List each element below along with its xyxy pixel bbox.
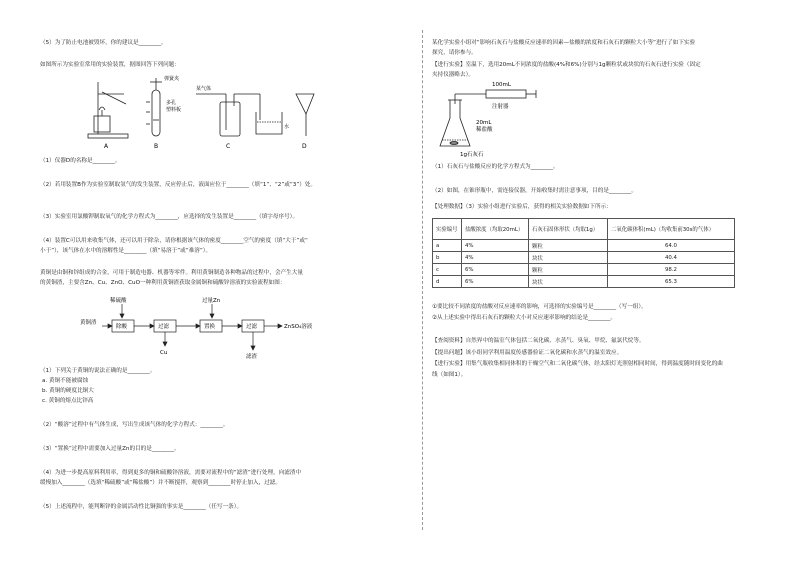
column-divider [422, 30, 423, 530]
syringe-volume: 100mL [492, 82, 511, 88]
sub-question-3: （3）“置换”过程中需要加入过量Zn的目的是________。 [40, 446, 180, 452]
flow-zn-label: 过量Zn [202, 298, 221, 304]
table-cell: c [433, 264, 462, 276]
table-row [433, 264, 735, 276]
flow-input-label: 黄铜渣 [80, 320, 97, 326]
data-table [432, 218, 735, 288]
table-header-cell: 盐酸浓度（均取20mL） [462, 219, 529, 240]
flow-box-3-label: 置换 [204, 324, 216, 330]
flask-syringe-figure [436, 80, 556, 160]
table-cell: 4% [462, 252, 529, 264]
brass-intro-b: 的黄铜渣，主要含Zn、Cu、ZnO、CuO一种利用黄铜渣获取金属铜和硫酸锌溶液的实验流程如图： [40, 280, 286, 286]
figure-intro: 如图所示为实验室常用的实验装置，据图回答下列问题： [40, 62, 180, 68]
experiment-description-b: 线（如图1）。 [432, 372, 467, 378]
label-a: A [104, 143, 109, 150]
problem-statement: 【提出问题】该小组同学利用温度传感器验证二氧化碳和水蒸气的温室效应。 [432, 350, 623, 356]
label-porous: 多孔 [166, 100, 177, 106]
table-cell: 6% [462, 264, 529, 276]
reference-info: 【查阅资料】自然界中的温室气体包括二氧化碳、水蒸气、臭氧、甲烷、氟氯代烷等。 [432, 338, 645, 344]
table-question-1: ①要比较不同浓度的盐酸对反应速率的影响，可选择的实验编号是________（写一组）。 [432, 304, 647, 310]
flow-box-1-label: 除酸 [116, 324, 128, 330]
sub-question-4-a: （4）为进一步提高原料利用率，得到更多的铜和硫酸锌溶液，需要对流程中的“滤渣”进行处理，向滤渣中 [40, 470, 302, 476]
table-header-cell: 二氧化碳体积(mL)（均收集前30s的气体） [608, 219, 735, 240]
table-cell: 块状 [529, 252, 608, 264]
table-header-row [433, 219, 735, 240]
apparatus-b [146, 78, 162, 136]
option-b: b. 黄铜的硬度比铜大 [42, 388, 94, 394]
table-row [433, 240, 735, 252]
experiment-description-a: 【进行实验】用集气瓶收集相同体积的干燥空气和二氧化碳气体，经太阳灯光照射相同时间，得到温度随时间变化的曲 [432, 361, 723, 367]
table-cell: 65.3 [608, 276, 735, 288]
table-question-2: ②从上述实验中得出石灰石的颗粒大小对反应速率影响的结论是________。 [432, 315, 617, 321]
acid-label: 稀盐酸 [476, 127, 493, 133]
right-question-2: （2）如图，在锥形瓶中，需连接仪器，开始收集时需注意事项，目的是________。 [432, 188, 637, 194]
table-header-cell: 实验编号 [433, 219, 462, 240]
table-cell: a [433, 240, 462, 252]
option-c: c. 黄铜的熔点比锌高 [42, 398, 94, 404]
brass-intro-a: 黄铜是由铜和锌组成的合金，可用于制造电器、机器等零件。利用黄铜制造各种物品的过程中，会产生大量 [40, 270, 303, 276]
flow-residue-label: 滤渣 [246, 354, 258, 360]
stone-label: 1g石灰石 [460, 152, 484, 158]
flow-cu-label: Cu [160, 350, 168, 356]
flow-box-2-label: 过滤 [158, 324, 170, 330]
right-intro-a: 某化学实验小组对“影响石灰石与盐酸反应速率的因素—盐酸的浓度和石灰石的颗粒大小等”进行了如下实验 [432, 40, 696, 46]
label-plastic-plate: 塑料板 [166, 107, 182, 113]
apparatus-figure [80, 72, 320, 152]
apparatus-a [88, 82, 128, 138]
sub-question-4-b: 缓慢加入________（选填“稀硫酸”或“稀盐酸”）并不断搅拌，观察到________时停止加入，过滤。 [40, 480, 281, 486]
option-a: a. 黄铜不能被腐蚀 [42, 378, 89, 384]
table-row [433, 252, 735, 264]
question-3-text: （3）实验室用氯酸钾制取氧气的化学方程式为________，应选择的发生装置是________（填字母序号）。 [40, 214, 299, 220]
table-cell: d [433, 276, 462, 288]
right-question-1: （1）石灰石与盐酸反应的化学方程式为________。 [432, 164, 559, 170]
question-5-text: （5）为了防止电池被毁坏，你的建议是________。 [40, 40, 167, 46]
apparatus-d [296, 94, 314, 136]
label-gas: 某气体 [196, 86, 212, 92]
label-c: C [226, 143, 231, 150]
sub-question-2: （2）“酸溶”过程中有气体生成，写出生成该气体的化学方程式：________。 [40, 422, 229, 428]
label-d: D [302, 143, 307, 150]
table-cell: 颗粒 [529, 240, 608, 252]
question-4-text-b: 小于”），该气体在水中的溶解性是________（填“易溶于”或“难溶”）。 [40, 248, 212, 254]
label-water: 水 [284, 124, 290, 130]
question-2-text: （2）若用装置B作为实验室制取氢气的发生装置，反应停止后，液面应位于________（填“1”、“2”或“3”）处。 [40, 182, 316, 188]
table-cell: 98.2 [608, 264, 735, 276]
apparatus-beaker [256, 94, 282, 134]
table-cell: 40.4 [608, 252, 735, 264]
syringe-label: 注射器 [492, 104, 509, 110]
process-flow [80, 292, 340, 362]
question-1-text: （1）仪器D的名称是________。 [40, 158, 121, 164]
table-cell: 4% [462, 240, 529, 252]
table-cell: b [433, 252, 462, 264]
table-cell: 颗粒 [529, 264, 608, 276]
sub-question-1: （1）下列关于黄铜的说法正确的是________。 [40, 368, 156, 374]
sub-question-5: （5）上述流程中，能判断锌的金属活动性比铜强的事实是________（任写一条）。 [40, 504, 243, 510]
table-cell: 64.0 [608, 240, 735, 252]
experiment-text-b: 夹持仪器略去）。 [432, 72, 474, 78]
table-row [433, 276, 735, 288]
flow-acid-label: 稀硫酸 [110, 298, 127, 304]
question-4-text-a: （4）装置C可以用来收集气体，还可以用于除杂，请你根据该气体的密度________空气的密度（填“大于”或“ [40, 238, 308, 244]
label-b: B [154, 143, 159, 150]
data-heading: 【处理数据】（3）实验小组进行实验后，获得的相关实验数据如下所示： [432, 204, 612, 210]
flow-box-4-label: 过滤 [246, 324, 258, 330]
flow-product-label: ZnSO₄溶液 [284, 324, 313, 330]
table-header-cell: 石灰石固体形状（均取1g） [529, 219, 608, 240]
acid-volume: 20mL [476, 120, 492, 126]
apparatus-c [196, 94, 260, 136]
experiment-text-a: 【进行实验】室温下，选用20mL不同浓度的盐酸(4%和6%)分别与1g颗粒状或块状的石灰石进行实验（固定 [432, 62, 701, 68]
table-cell: 6% [462, 276, 529, 288]
right-intro-b: 探究，请你参与。 [432, 50, 477, 56]
table-cell: 块状 [529, 276, 608, 288]
label-spring-clip: 弹簧夹 [164, 76, 180, 82]
